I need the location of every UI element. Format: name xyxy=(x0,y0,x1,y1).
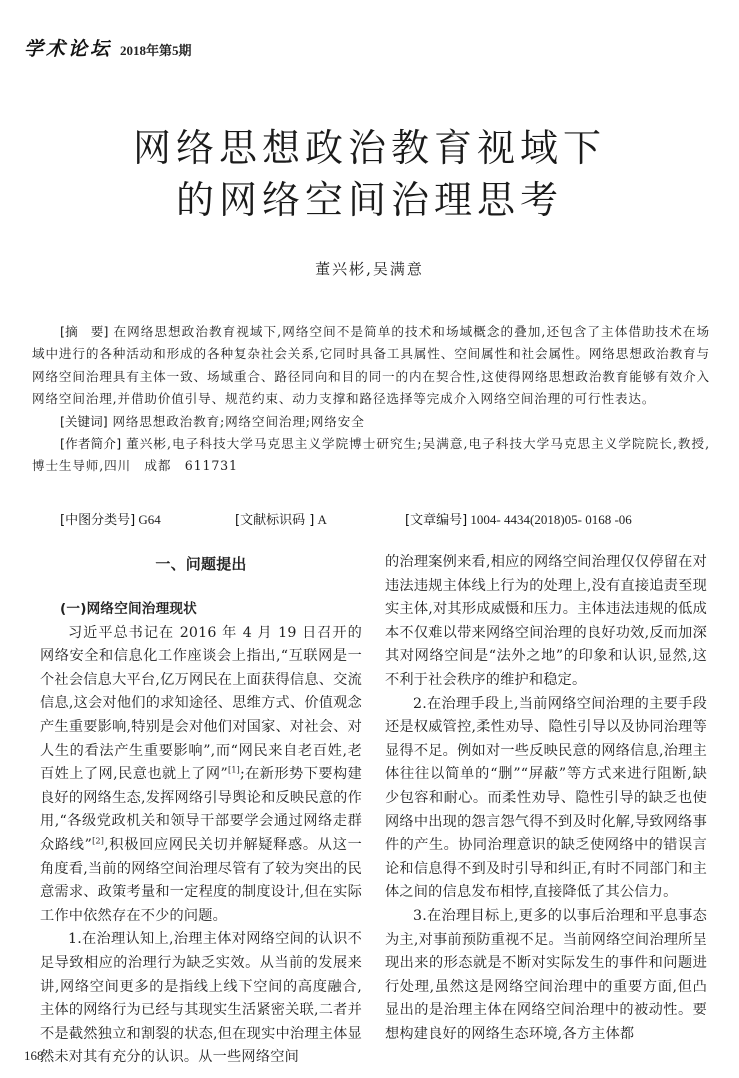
abstract-text: 在网络思想政治教育视域下,网络空间不是简单的技术和场域概念的叠加,还包含了主体借助技术在场域中进行的各种活动和形成的各种复杂社会关系,它同时具备工具属性、空间属性和社会属性。网络思想政治教育与网络空间治理具有主体一致、场域重合、路径同向和目的同一的内在契合性,这使得网络思想政治教育能够有效介入网络空间治理,并借助价值引导、规范约束、动力支撑和路径选择等完成介入网络空间治理的可行性表达。 xyxy=(32,324,710,407)
doc-code-value: A xyxy=(317,512,327,527)
abstract xyxy=(32,321,710,411)
section-heading: 一、问题提出 xyxy=(155,555,247,573)
clc-number xyxy=(60,509,161,528)
issue-label: 2018年第5期 xyxy=(120,43,192,58)
article-title xyxy=(0,122,739,226)
subsection-heading: (一)网络空间治理现状 xyxy=(60,601,197,617)
article-no-value: 1004- 4434(2018)05- 0168 -06 xyxy=(470,512,632,527)
paragraph-text: 习近平总书记在 2016 年 4 月 19 日召开的网络安全和信息化工作座谈会上指出,“互联网是一个社会信息大平台,亿万网民在上面获得信息、交流信息,这会对他们的求知途径、思维方式、价值观念产生重要影响,特别是会对他们对国家、对社会、对人生的看法产生重要影响”,而“网民来自老百姓,老百姓上了网,民意也就上了网” xyxy=(40,624,362,783)
paragraph: 1.在治理认知上,治理主体对网络空间的认识不足导致相应的治理行为缺乏实效。从当前的发展来讲,网络空间更多的是指线上线下空间的高度融合,主体的网络行为已经与其现实生活紧密关联,二者并不是截然独立和割裂的状态,但在现实中治理主体显然未对其有充分的认识。从一些网络空间 xyxy=(40,931,362,1066)
author-intro-label: [作者简介] xyxy=(60,436,122,452)
journal-logo: 学术论坛 xyxy=(24,38,113,60)
authors: 董兴彬,吴满意 xyxy=(315,260,424,278)
title-line-2: 的网络空间治理思考 xyxy=(175,178,563,222)
clc-label: [中图分类号] xyxy=(60,513,136,528)
page-number: 168 xyxy=(24,1048,44,1063)
paragraph: 2.在治理手段上,当前网络空间治理的主要手段还是权威管控,柔性劝导、隐性引导以及协同治理等显得不足。例如对一些反映民意的网络信息,治理主体往往以简单的“删”“屏蔽”等方式来进行阻断,缺少包容和耐心。而柔性劝导、隐性引导的缺乏也使网络中出现的怨言怨气得不到及时化解,导致网络事件的产生。协同治理意识的缺乏使网络中的错误言论和信息得不到及时引导和纠正,有时不同部门和主体之间的信息发布相悖,直接降低了其公信力。 xyxy=(385,695,707,901)
doc-code-label: [文献标识码 ] xyxy=(235,513,315,528)
paragraph: 3.在治理目标上,更多的以事后治理和平息事态为主,对事前预防重视不足。当前网络空间治理所呈现出来的形态就是不断对实际发生的事件和问题进行处理,虽然这是网络空间治理中的重要方面,但凸显出的是治理主体在网络空间治理中的被动性。要想构建良好的网络生态环境,各方主体都 xyxy=(385,907,707,1042)
front-matter xyxy=(32,321,710,478)
document-code xyxy=(235,509,327,528)
keywords-text: 网络思想政治教育;网络空间治理;网络安全 xyxy=(112,413,365,429)
citation-ref: [2] xyxy=(92,836,105,846)
keywords-label: [关键词] xyxy=(60,413,108,429)
title-line-1: 网络思想政治教育视域下 xyxy=(132,126,606,170)
abstract-label: [摘 要] xyxy=(60,324,109,339)
paragraph-text: ;在新形势下要构建良好的网络生态,发挥网络引导舆论和反映民意的作用,“各级党政机关和领导干部要学会通过网络走群众路线” xyxy=(40,766,362,853)
paragraph-text: ,积极回应网民关切并解疑释惑。从这一角度看,当前的网络空间治理尽管有了较为突出的民意需求、政策考量和一定程度的制度设计,但在实际工作中依然存在不少的问题。 xyxy=(40,836,362,924)
body-column-left xyxy=(40,551,362,1070)
article-no-label: [文章编号] xyxy=(405,513,468,528)
body-column-right xyxy=(385,551,707,1046)
author-intro-text: 董兴彬,电子科技大学马克思主义学院博士研究生;吴满意,电子科技大学马克思主义学院院长,教授,博士生导师,四川 成都 611731 xyxy=(32,436,711,474)
clc-value: G64 xyxy=(138,512,161,527)
author-intro xyxy=(32,433,710,478)
running-header xyxy=(24,34,192,61)
citation-ref: [1] xyxy=(228,765,240,775)
paragraph-continued: 的治理案例来看,相应的网络空间治理仅仅停留在对违法违规主体线上行为的处理上,没有直接追责至现实主体,对其形成威慑和压力。主体违法违规的低成本不仅难以带来网络空间治理的良好功效,反而加深其对网络空间是“法外之地”的印象和认识,显然,这不利于社会秩序的维护和稳定。 xyxy=(385,554,707,688)
article-number xyxy=(405,509,632,528)
keywords xyxy=(32,411,710,433)
paragraph xyxy=(40,622,362,929)
